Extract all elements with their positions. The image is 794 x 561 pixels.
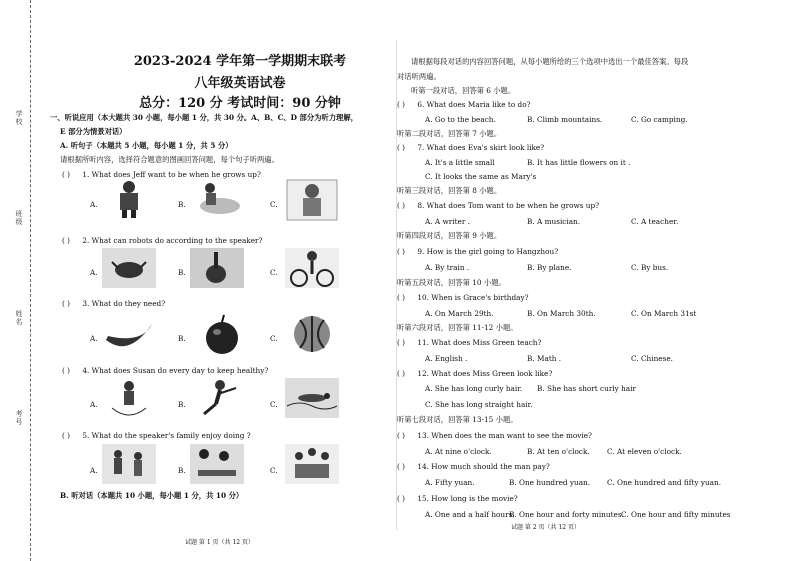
question-number: 10.: [417, 293, 429, 302]
police-figure-picture: [102, 178, 156, 218]
option-a[interactable]: A. On March 29th.: [425, 309, 494, 318]
binding-label-name: 姓名: [15, 310, 23, 326]
option-a-label: A.: [90, 466, 98, 475]
question-text: How much should the man pay?: [431, 462, 550, 471]
answer-paren[interactable]: ( ): [62, 366, 71, 375]
question-text: What does Tom want to be when he grows up?: [426, 201, 600, 210]
question-3: [62, 299, 165, 308]
partA-heading: A. 听句子（本题共 5 小题，每小题 1 分，共 5 分）: [60, 141, 233, 150]
binding-label-class: 班级: [15, 210, 23, 226]
binding-label-exam-number: 考号: [15, 410, 23, 426]
scientist-picture: [285, 178, 339, 222]
option-c[interactable]: C. Go camping.: [631, 115, 688, 124]
option-b[interactable]: B. One hundred yuan.: [509, 478, 591, 487]
question-number: 8.: [417, 201, 425, 210]
option-a[interactable]: A. English .: [425, 354, 468, 363]
option-b[interactable]: B. She has short curly hair: [537, 384, 636, 393]
option-b-label: B.: [178, 268, 186, 277]
option-a[interactable]: A. She has long curly hair.: [425, 384, 523, 393]
question-15: [397, 494, 518, 503]
section1-heading: 一、听说应用（本大题共 30 小题，每小题 1 分，共 30 分。A、B、C、D 部分为听力理解，: [50, 113, 358, 122]
partA-instructions: 请根据所听内容，选择符合题意的图画回答问题，每个句子听两遍。: [60, 155, 279, 164]
option-c[interactable]: C. At eleven o'clock.: [607, 447, 682, 456]
answer-paren[interactable]: ( ): [62, 431, 71, 440]
question-text: What does Jeff want to be when he grows up?: [91, 170, 261, 179]
shopping-picture: [102, 444, 156, 484]
option-b-label: B.: [178, 200, 186, 209]
dialog-instructions: 请根据每段对话的内容回答问题，从每小题所给的三个选项中选出一个最佳答案。每段: [411, 57, 689, 66]
option-a-label: A.: [90, 200, 98, 209]
answer-paren[interactable]: ( ): [397, 293, 406, 302]
option-c-label: C.: [270, 268, 278, 277]
question-8: [397, 201, 599, 210]
dialog-intro: 听第三段对话，回答第 8 小题。: [397, 186, 502, 195]
question-text: How is the girl going to Hangzhou?: [426, 247, 559, 256]
option-c[interactable]: C. A teacher.: [631, 217, 679, 226]
right-page: [397, 0, 794, 561]
option-b-label: B.: [178, 466, 186, 475]
option-b[interactable]: B. A musician.: [527, 217, 581, 226]
answer-paren[interactable]: ( ): [397, 494, 406, 503]
option-a[interactable]: A. Go to the beach.: [425, 115, 496, 124]
question-number: 4.: [82, 366, 90, 375]
option-c[interactable]: C. She has long straight hair.: [425, 400, 533, 409]
question-text: How long is the movie?: [431, 494, 518, 503]
option-b[interactable]: B. Math .: [527, 354, 562, 363]
answer-paren[interactable]: ( ): [62, 299, 71, 308]
question-11: [397, 338, 541, 347]
question-number: 11.: [417, 338, 429, 347]
option-b[interactable]: B. One hour and forty minutes.: [509, 510, 624, 519]
option-a[interactable]: A. Fifty yuan.: [425, 478, 475, 487]
question-12: [397, 369, 552, 378]
answer-paren[interactable]: ( ): [397, 369, 406, 378]
crab-picture: [102, 248, 156, 288]
question-text: What does Susan do every day to keep healthy?: [91, 366, 269, 375]
question-13: [397, 431, 592, 440]
question-number: 5.: [82, 431, 90, 440]
question-number: 2.: [82, 236, 90, 245]
skater-picture: [190, 378, 244, 418]
answer-paren[interactable]: ( ): [397, 201, 406, 210]
option-b-label: B.: [178, 400, 186, 409]
question-2: [62, 236, 262, 245]
question-text: What does Miss Green teach?: [431, 338, 542, 347]
question-text: When is Grace's birthday?: [431, 293, 529, 302]
dialog-intro: 听第一段对话，回答第 6 小题。: [411, 86, 516, 95]
question-number: 3.: [82, 299, 90, 308]
dialog-instructions-cont: 对话听两遍。: [397, 72, 441, 81]
exam-title: 2023-2024 学年第一学期期末联考: [133, 54, 347, 69]
exam-subtitle: 八年级英语试卷: [194, 76, 286, 91]
option-c[interactable]: C. One hour and fifty minutes: [621, 510, 731, 519]
question-text: When does the man want to see the movie?: [431, 431, 592, 440]
option-b[interactable]: B. By plane.: [527, 263, 572, 272]
partB-heading: B. 听对话（本题共 10 小题，每小题 1 分，共 10 分）: [60, 491, 244, 500]
option-c[interactable]: C. Chinese.: [631, 354, 673, 363]
watermelon-picture: [285, 312, 339, 356]
swimmer-picture: [285, 378, 339, 418]
apple-picture: [195, 312, 249, 356]
option-b[interactable]: B. It has little flowers on it .: [527, 158, 631, 167]
question-text: What does Eva's skirt look like?: [426, 143, 545, 152]
question-9: [397, 247, 558, 256]
question-text: What do they need?: [91, 299, 166, 308]
option-b[interactable]: B. At ten o'clock.: [527, 447, 590, 456]
question-10: [397, 293, 529, 302]
question-number: 9.: [417, 247, 425, 256]
option-a[interactable]: A. At nine o'clock.: [425, 447, 492, 456]
question-text: What does Miss Green look like?: [431, 369, 553, 378]
option-b[interactable]: B. On March 30th.: [527, 309, 596, 318]
banana-picture: [102, 314, 156, 354]
option-c-label: C.: [270, 334, 278, 343]
question-6: [397, 100, 531, 109]
question-number: 1.: [82, 170, 90, 179]
question-5: [62, 431, 251, 440]
answer-paren[interactable]: ( ): [397, 338, 406, 347]
option-a[interactable]: A. One and a half hours.: [425, 510, 515, 519]
guitar-picture: [190, 248, 244, 288]
cyclist-picture: [285, 248, 339, 288]
option-a[interactable]: A. It's a little small: [425, 158, 495, 167]
question-text: What do the speaker's family enjoy doing ?: [91, 431, 251, 440]
option-c[interactable]: C. By bus.: [631, 263, 669, 272]
question-text: What does Maria like to do?: [426, 100, 531, 109]
answer-paren[interactable]: ( ): [62, 170, 71, 179]
answer-paren[interactable]: ( ): [62, 236, 71, 245]
dialog-intro: 听第二段对话，回答第 7 小题。: [397, 129, 502, 138]
option-a-label: A.: [90, 268, 98, 277]
option-c-label: C.: [270, 200, 278, 209]
answer-paren[interactable]: ( ): [397, 100, 406, 109]
question-number: 15.: [417, 494, 429, 503]
option-a[interactable]: A. A writer .: [425, 217, 470, 226]
option-b[interactable]: B. Climb mountains.: [527, 115, 603, 124]
playing-cards-picture: [285, 444, 339, 484]
option-c[interactable]: C. On March 31st: [631, 309, 697, 318]
option-a-label: A.: [90, 400, 98, 409]
dialog-intro: 听第七段对话，回答第 13-15 小题。: [397, 415, 518, 424]
section1-heading-cont: E 部分为情景对话）: [60, 127, 127, 136]
option-a[interactable]: A. By train .: [425, 263, 470, 272]
question-number: 13.: [417, 431, 429, 440]
question-4: [62, 366, 268, 375]
answer-paren[interactable]: ( ): [397, 143, 406, 152]
jump-rope-picture: [102, 378, 156, 418]
question-number: 7.: [417, 143, 425, 152]
painter-picture: [190, 178, 244, 218]
question-number: 12.: [417, 369, 429, 378]
question-number: 6.: [417, 100, 425, 109]
option-c[interactable]: C. One hundred and fifty yuan.: [607, 478, 722, 487]
option-c[interactable]: C. It looks the same as Mary's: [425, 172, 537, 181]
question-number: 14.: [417, 462, 429, 471]
answer-paren[interactable]: ( ): [397, 462, 406, 471]
dialog-intro: 听第四段对话，回答第 9 小题。: [397, 231, 502, 240]
page-footer-left: 试题 第 1 页（共 12 页）: [185, 539, 254, 546]
page-footer-right: 试题 第 2 页（共 12 页）: [511, 524, 580, 531]
question-7: [397, 143, 544, 152]
question-text: What can robots do according to the speaker?: [91, 236, 263, 245]
dialog-intro: 听第六段对话，回答第 11-12 小题。: [397, 323, 518, 332]
answer-paren[interactable]: ( ): [397, 431, 406, 440]
score-time: 总分：120 分 考试时间：90 分钟: [139, 96, 341, 111]
option-c-label: C.: [270, 466, 278, 475]
answer-paren[interactable]: ( ): [397, 247, 406, 256]
cooking-picture: [190, 444, 244, 484]
dialog-intro: 听第五段对话，回答第 10 小题。: [397, 278, 506, 287]
option-c-label: C.: [270, 400, 278, 409]
question-14: [397, 462, 550, 471]
option-a-label: A.: [90, 334, 98, 343]
binding-label-school: 学校: [15, 110, 23, 126]
option-b-label: B.: [178, 334, 186, 343]
